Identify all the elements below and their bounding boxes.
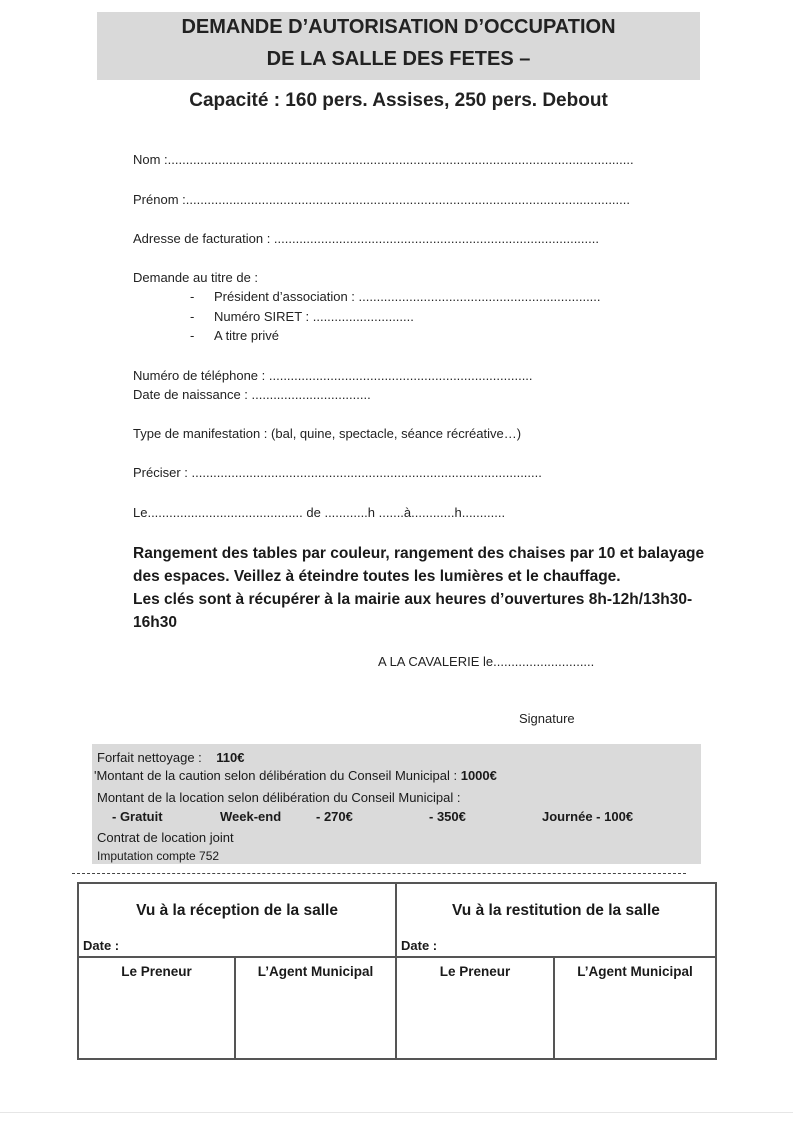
option-dash: - — [190, 328, 195, 343]
reception-date-label: Date : — [83, 938, 120, 953]
caution-line — [94, 768, 497, 783]
agent-label: L’Agent Municipal — [257, 964, 374, 979]
tarif-journee: Journée - 100€ — [542, 809, 634, 824]
restitution-header-cell — [396, 883, 716, 957]
telephone-field[interactable]: Numéro de téléphone : ......................................................................... — [133, 368, 533, 383]
inspection-table — [77, 882, 717, 1060]
caution-value: 1000€ — [460, 768, 497, 783]
tarif-weekend: Week-end — [220, 809, 282, 824]
contrat-line: Contrat de location joint — [97, 830, 234, 845]
option-prive[interactable] — [190, 328, 279, 343]
naissance-field[interactable]: Date de naissance : ................................. — [133, 387, 371, 402]
option-dash: - — [190, 289, 195, 304]
page-title-line1: DEMANDE D’AUTORISATION D’OCCUPATION — [181, 16, 616, 38]
tarif-gratuit: - Gratuit — [112, 809, 163, 824]
demande-titre-label: Demande au titre de : — [133, 270, 259, 285]
type-manifestation-label: Type de manifestation : (bal, quine, spectacle, séance récréative…) — [133, 426, 522, 441]
reception-preneur-cell[interactable] — [78, 957, 235, 1059]
forfait-value: 110€ — [216, 750, 245, 765]
instruction-line: 16h30 — [133, 614, 177, 631]
option-dash: - — [190, 309, 195, 324]
caution-label: 'Montant de la caution selon délibération du Conseil Municipal : — [94, 768, 458, 783]
option-label: A titre privé — [214, 328, 280, 343]
place-date-field[interactable]: A LA CAVALERIE le............................ — [378, 654, 595, 669]
reception-title: Vu à la réception de la salle — [136, 902, 338, 919]
preneur-label: Le Preneur — [121, 964, 192, 979]
option-label: Président d’association : ................................................................... — [214, 289, 601, 304]
instruction-line: des espaces. Veillez à éteindre toutes les lumières et le chauffage. — [133, 568, 621, 585]
instructions-paragraph — [133, 542, 753, 634]
forfait-label: Forfait nettoyage : — [97, 750, 202, 765]
adresse-field[interactable]: Adresse de facturation : .......................................................................................... — [133, 231, 599, 246]
reception-agent-cell[interactable] — [235, 957, 396, 1059]
instruction-line: Rangement des tables par couleur, rangement des chaises par 10 et balayage — [133, 545, 705, 562]
imputation-line: Imputation compte 752 — [97, 849, 220, 863]
preneur-label: Le Preneur — [439, 964, 511, 979]
page-bottom-rule — [0, 1112, 793, 1113]
restitution-agent-cell[interactable] — [554, 957, 716, 1059]
cut-line-divider — [72, 873, 686, 874]
tarif-270: - 270€ — [316, 809, 353, 824]
location-label: Montant de la location selon délibération du Conseil Municipal : — [97, 790, 461, 805]
option-president[interactable] — [190, 289, 601, 304]
capacity-subtitle: Capacité : 160 pers. Assises, 250 pers. Debout — [189, 90, 608, 111]
prenom-field[interactable]: Prénom :........................................................................................................................... — [133, 192, 630, 207]
option-label: Numéro SIRET : ............................ — [214, 309, 414, 324]
forfait-line — [97, 750, 244, 765]
restitution-preneur-cell[interactable] — [396, 957, 554, 1059]
date-horaire-field[interactable]: Le........................................... de ............h .......à............h............ — [133, 505, 506, 520]
option-siret[interactable] — [190, 309, 414, 324]
signature-label: Signature — [519, 711, 575, 726]
instruction-line: Les clés sont à récupérer à la mairie aux heures d’ouvertures 8h-12h/13h30- — [133, 591, 693, 608]
tarif-350: - 350€ — [429, 809, 466, 824]
reception-header-cell — [78, 883, 396, 957]
restitution-title: Vu à la restitution de la salle — [452, 902, 660, 919]
nom-field[interactable]: Nom :................................................................................................................................. — [133, 152, 634, 167]
page-title-line2: DE LA SALLE DES FETES – — [266, 48, 531, 70]
agent-label: L’Agent Municipal — [577, 964, 693, 979]
preciser-field[interactable]: Préciser : ................................................................................................. — [133, 465, 542, 480]
restitution-date-label: Date : — [401, 938, 438, 953]
